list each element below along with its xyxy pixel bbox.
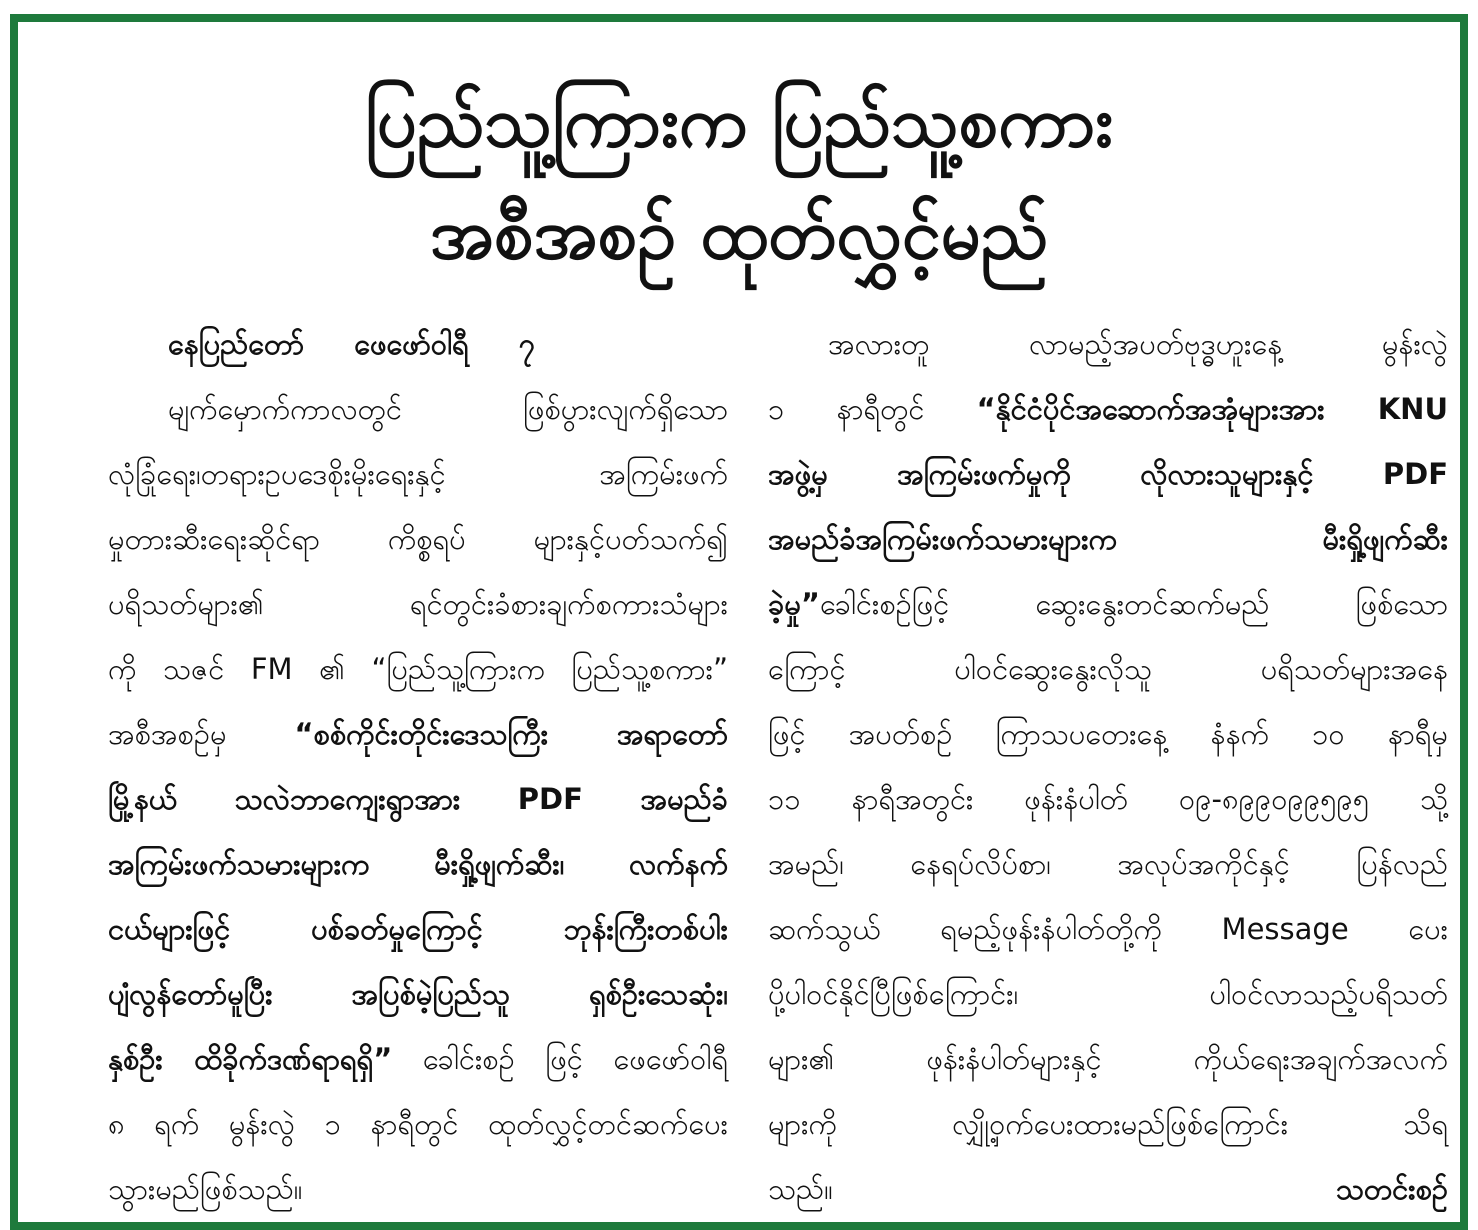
headline-line-2: အစီအစဉ် ထုတ်လွှင့်မည် xyxy=(429,193,1049,275)
paragraph-line xyxy=(768,572,1448,637)
paragraph-line: အကြမ်းဖက်သမားများက မီးရှို့ဖျက်ဆီး၊ လက်နက် xyxy=(108,847,728,881)
headline-line-1: ပြည်သူ့ကြားက ပြည်သူ့စကား xyxy=(364,81,1114,163)
text-plain: သည်။ xyxy=(768,1172,833,1206)
paragraph-line: အလားတူ လာမည့်အပတ်ဗုဒ္ဓဟူးနေ့ မွန်းလွဲ xyxy=(828,327,1448,361)
paragraph-line: သွားမည်ဖြစ်သည်။ xyxy=(108,1172,303,1206)
signature: သတင်းစဉ် xyxy=(1335,1172,1448,1206)
paragraph-line: မျက်မှောက်ကာလတွင် ဖြစ်ပွားလျက်ရှိသော xyxy=(168,392,728,426)
paragraph-line: များကို လျှို့ဝှက်ပေးထားမည်ဖြစ်ကြောင်း သိရ xyxy=(768,1107,1448,1141)
paragraph-line: ပို့ပါဝင်နိုင်ပြီဖြစ်ကြောင်း၊ ပါဝင်လာသည့်ပရိသတ် xyxy=(768,977,1448,1011)
paragraph-line: ဆက်သွယ် ရမည့်ဖုန်းနံပါတ်တို့ကို Message ပေး xyxy=(768,912,1448,946)
paragraph-line: ပရိသတ်များ၏ ရင်တွင်းခံစားချက်စကားသံများ xyxy=(108,587,728,621)
paragraph-line: ကြောင့် ပါဝင်ဆွေးနွေးလိုသူ ပရိသတ်များအနေ xyxy=(768,652,1448,686)
text-bold: “နိုင်ငံပိုင်အဆောက်အအုံများအား KNU xyxy=(976,392,1448,426)
paragraph-line: အမည်၊ နေရပ်လိပ်စာ၊ အလုပ်အကိုင်နှင့် ပြန်လည် xyxy=(768,847,1448,881)
paragraph-line xyxy=(768,377,1448,442)
paragraph-line: ၈ ရက် မွန်းလွဲ ၁ နာရီတွင် ထုတ်လွှင့်တင်ဆက်ပေး xyxy=(108,1107,728,1141)
headline xyxy=(18,66,1460,290)
paragraph-line: ဖြင့် အပတ်စဉ် ကြာသပတေးနေ့ နံနက် ၁၀ နာရီမှ xyxy=(768,717,1448,751)
paragraph-line: မှုတားဆီးရေးဆိုင်ရာ ကိစ္စရပ် များနှင့်ပတ်သက်၍ xyxy=(108,522,728,556)
paragraph-line: အဖွဲ့မှ အကြမ်းဖက်မှုကို လိုလားသူများနှင့် PDF xyxy=(768,457,1448,491)
text-plain: ၁ နာရီတွင် xyxy=(768,392,977,426)
text-bold: နှစ်ဦး ထိခိုက်ဒဏ်ရာရရှိ” xyxy=(108,1042,393,1076)
paragraph-line: မြို့နယ် သလဲဘာကျေးရွာအား PDF အမည်ခံ xyxy=(108,782,728,816)
text-bold: ခဲ့မှု” xyxy=(768,587,820,621)
paragraph-line: ၁၁ နာရီအတွင်း ဖုန်းနံပါတ် ၀၉-၈၉၉၀၉၉၅၉၅ သို့ xyxy=(768,782,1448,816)
paragraph-line xyxy=(108,1027,728,1092)
paragraph-line: အမည်ခံအကြမ်းဖက်သမားများက မီးရှို့ဖျက်ဆီး xyxy=(768,522,1448,556)
paragraph-line: လုံခြုံရေး၊တရားဥပဒေစိုးမိုးရေးနှင့် အကြမ်းဖက် xyxy=(108,457,728,491)
left-column xyxy=(108,312,728,1222)
paragraph-line xyxy=(768,1157,1448,1222)
text-plain: အစီအစဉ်မှ xyxy=(108,717,295,751)
paragraph-line: ကို သဇင် FM ၏ “ပြည်သူ့ကြားက ပြည်သူ့စကား” xyxy=(108,652,728,686)
text-plain: ခေါင်းစဉ်ဖြင့် ဆွေးနွေးတင်ဆက်မည် ဖြစ်သော xyxy=(819,587,1448,621)
paragraph-line: များ၏ ဖုန်းနံပါတ်များနှင့် ကိုယ်ရေးအချက်အလက် xyxy=(768,1042,1448,1076)
dateline: နေပြည်တော် ဖေဖော်ဝါရီ ၇ xyxy=(168,327,536,361)
right-column xyxy=(768,312,1448,1222)
paragraph-line: ပျံလွန်တော်မူပြီး အပြစ်မဲ့ပြည်သူ ရှစ်ဦးသေဆုံး၊ xyxy=(108,977,728,1011)
article-frame xyxy=(10,14,1468,1230)
paragraph-line xyxy=(108,702,728,767)
text-plain: ခေါင်းစဉ် ဖြင့် ဖေဖော်ဝါရီ xyxy=(392,1042,728,1076)
paragraph-line: ငယ်များဖြင့် ပစ်ခတ်မှုကြောင့် ဘုန်းကြီးတစ်ပါး xyxy=(108,912,728,946)
text-bold: “စစ်ကိုင်းတိုင်းဒေသကြီး အရာတော် xyxy=(294,717,728,751)
